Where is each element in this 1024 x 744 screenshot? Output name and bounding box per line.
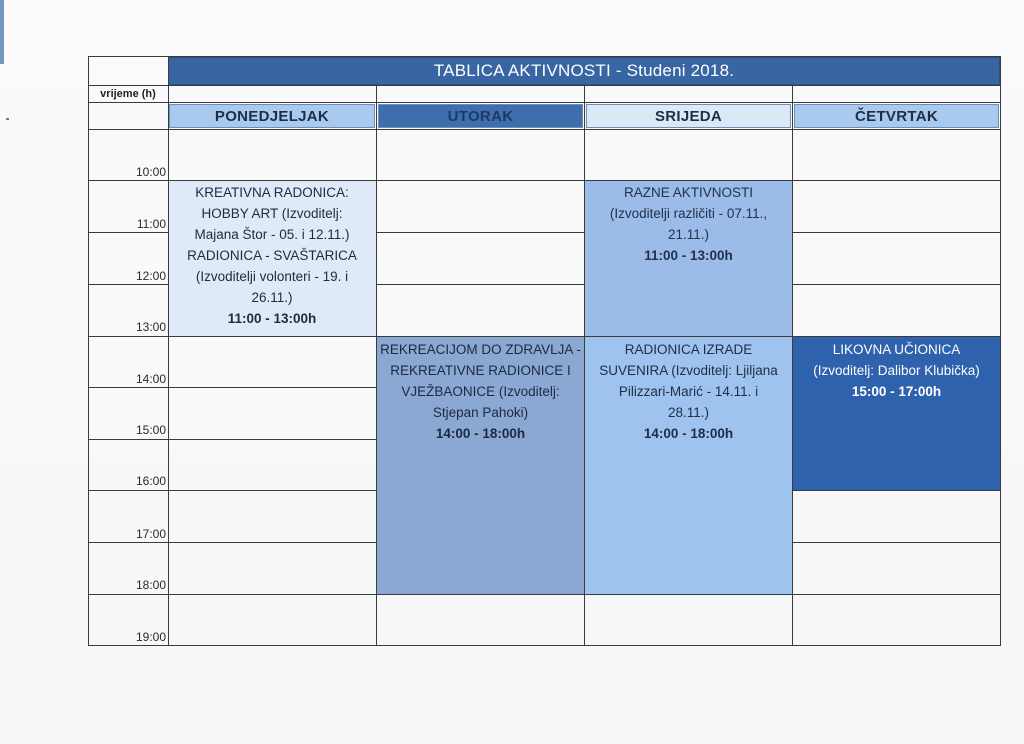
day-header-srijeda: SRIJEDA (586, 104, 791, 128)
activity-srijeda-razne-hours: 11:00 - 13:00h (644, 248, 733, 263)
time-label-1100: 11:00 (136, 217, 166, 231)
time-label-1000: 10:00 (135, 165, 166, 179)
activity-ponedjeljak-description: KREATIVNA RADONICA: HOBBY ART (Izvoditelj: Majana Štor - 05. i 12.11.) RADIONICA - SVAŠTARICA (Izvoditelji volonteri - 19. i 26.11.) (187, 185, 357, 305)
time-label-1400: 14:00 (135, 372, 166, 386)
activity-srijeda-suveniri-description: RADIONICA IZRADE SUVENIRA (Izvoditelj: Ljiljana Pilizzari-Marić - 14.11. i 28.11.) (599, 342, 778, 420)
time-label-1600: 16:00 (135, 474, 166, 488)
time-label-1900: 19:00 (135, 630, 166, 644)
time-label-1200: 12:00 (135, 269, 166, 283)
scan-speck (6, 118, 9, 120)
scan-edge-mark (0, 0, 4, 64)
activity-srijeda-suveniri-hours: 14:00 - 18:00h (643, 426, 734, 441)
time-column-label: vrijeme (h) (100, 87, 156, 100)
day-header-ponedjeljak: PONEDJELJAK (169, 104, 375, 128)
activity-srijeda-razne-description: RAZNE AKTIVNOSTI (Izvoditelji različiti - 07.11., 21.11.) (609, 185, 768, 242)
activity-cetvrtak-description: LIKOVNA UČIONICA (Izvoditelj: Dalibor Klubička) (813, 342, 980, 378)
activity-srijeda-razne (585, 180, 792, 336)
table-title: TABLICA AKTIVNOSTI - Studeni 2018. (168, 57, 1000, 85)
activity-utorak-hours: 14:00 - 18:00h (435, 426, 526, 441)
time-label-1700: 17:00 (135, 527, 166, 541)
activity-cetvrtak (793, 337, 1000, 490)
activity-utorak-description: REKREACIJOM DO ZDRAVLJA - REKREATIVNE RADIONICE I VJEŽBAONICE (Izvoditelj: Stjepan Pahoki) (380, 342, 581, 420)
activity-cetvrtak-hours: 15:00 - 17:00h (851, 384, 942, 399)
activity-srijeda-suveniri (585, 337, 792, 594)
activity-ponedjeljak-hours: 11:00 - 13:00h (227, 311, 317, 326)
time-label-1800: 18:00 (135, 578, 166, 592)
activity-ponedjeljak (168, 180, 376, 336)
day-header-utorak: UTORAK (378, 104, 583, 128)
time-label-1500: 15:00 (135, 423, 166, 437)
activity-utorak (377, 337, 584, 594)
time-label-1300: 13:00 (135, 320, 166, 334)
day-header-cetvrtak: ČETVRTAK (794, 104, 999, 128)
